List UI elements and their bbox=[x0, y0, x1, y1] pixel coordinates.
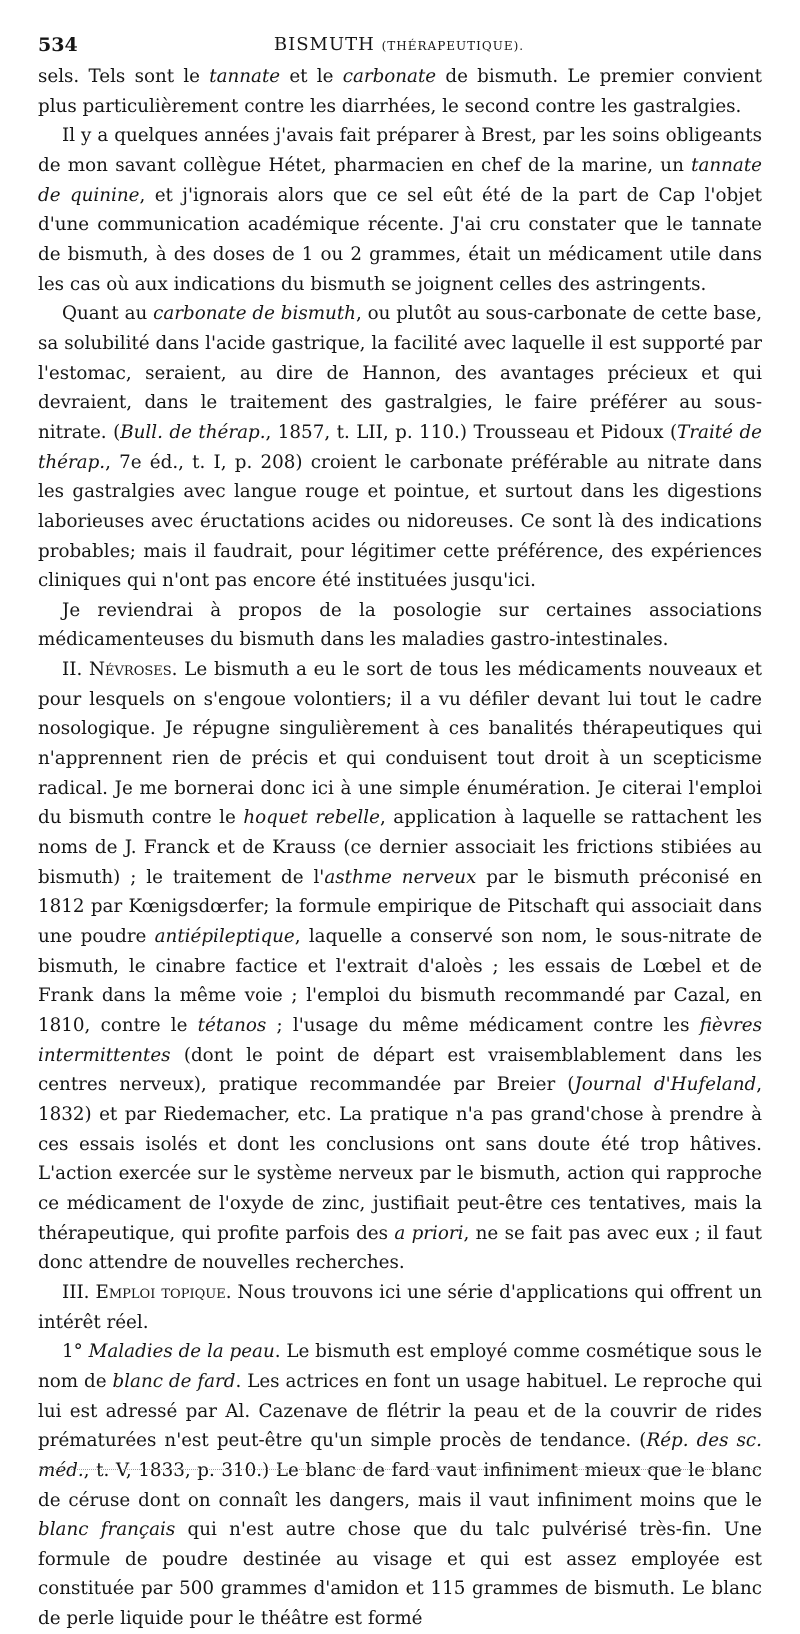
text-run: , application à laquelle se rattachent les noms de J. Franck et de Krauss (ce dernier associait les frictions stibiées au bismuth) ; le traitement de l' bbox=[38, 807, 762, 888]
body-text bbox=[38, 62, 762, 1634]
italic-run: Maladies de la peau bbox=[88, 1341, 275, 1363]
running-title-sub: (THÉRAPEUTIQUE). bbox=[381, 39, 525, 53]
smallcaps-run: Névroses bbox=[89, 659, 172, 681]
italic-run: antiépileptique bbox=[154, 926, 295, 948]
italic-run: Bull. de thérap. bbox=[120, 421, 266, 443]
text-run: , ou plutôt au sous-carbonate de cette base, sa solubilité dans l'acide gastrique, la facilité avec laquelle il est supporté par l'estomac, seraient, au dire de Hannon, des avantages précieux et qui devraient, dans le traitement des gastralgies, le faire préférer au sous-nitrate. ( bbox=[38, 303, 763, 443]
text-run: Il y a quelques années j'avais fait préparer à Brest, par les soins obligeants de mon savant collègue Hétet, pharmacien en chef de la marine, un bbox=[38, 125, 762, 176]
text-run: . Nous trouvons ici une série d'applications qui offrent un intérêt réel. bbox=[38, 1281, 762, 1333]
text-run: , et j'ignorais alors que ce sel eût été de la part de Cap l'objet d'une communication académique récente. J'ai cru constater que le tannate de bismuth, à des doses de 1 ou 2 grammes, était un médicament utile dans les cas où aux indications du bismuth se joignent celles des astringents. bbox=[38, 184, 762, 295]
paragraph bbox=[38, 62, 762, 121]
text-run: qui n'est autre chose que du talc pulvérisé très-fin. Une formule de poudre destinée au visage et qui est assez employée est constituée par 500 grammes d'amidon et 115 grammes de bismuth. Le blanc de perle liquide pour le théâtre est formé bbox=[38, 1519, 762, 1630]
italic-run: tannate de quinine bbox=[38, 154, 762, 206]
text-run: , laquelle a conservé son nom, le sous-nitrate de bismuth, le cinabre factice et l'extrait d'aloès ; les essais de Lœbel et de Frank dans la même voie ; l'emploi du bismuth recommandé par Cazal, en 1810, contre le bbox=[38, 926, 763, 1036]
running-title-main: BISMUTH bbox=[273, 34, 375, 55]
text-run: Quant au bbox=[62, 303, 154, 325]
text-run: , ne se fait pas avec eux ; il faut donc attendre de nouvelles recherches. bbox=[38, 1222, 762, 1274]
italic-run: blanc français bbox=[38, 1519, 176, 1541]
paragraph bbox=[38, 596, 762, 655]
paragraph bbox=[38, 1337, 762, 1634]
italic-run: a priori bbox=[394, 1222, 464, 1244]
text-run: . Les actrices en font un usage habituel. Le reproche qui lui est adressé par Al. Cazenave de flétrir la peau et de la couvrir de rides prématurées n'est peut-être qu'un simple procès de tendance. ( bbox=[38, 1370, 762, 1452]
italic-run: Journal d'Hufeland bbox=[574, 1074, 757, 1096]
italic-run: Traité de thérap. bbox=[38, 421, 762, 473]
text-run: , 1857, t. LII, p. 110.) Trousseau et Pidoux ( bbox=[265, 421, 678, 443]
text-run: et le bbox=[280, 66, 343, 87]
text-run: , 7e éd., t. I, p. 208) croient le carbonate préférable au nitrate dans les gastralgies avec langue rouge et pointue, et surtout dans les digestions laborieuses avec éructations acides ou nidoreuses. Ce sont là des indications probables; mais il faudrait, pour légitimer cette préférence, des expériences cliniques qui n'ont pas encore été instituées jusqu'ici. bbox=[38, 451, 762, 592]
italic-run: asthme nerveux bbox=[324, 866, 477, 888]
text-run: par le bismuth préconisé en 1812 par Kœnigsdœrfer; la formule empirique de Pitschaft qui associait dans une poudre bbox=[38, 866, 762, 948]
page-number: 534 bbox=[38, 34, 78, 56]
paragraph bbox=[38, 299, 762, 596]
text-run: (dont le point de départ est vraisemblablement dans les centres nerveux), pratique recommandée par Breier ( bbox=[38, 1044, 762, 1096]
text-run: . Le bismuth est employé comme cosmétique sous le nom de bbox=[38, 1341, 762, 1392]
paragraph bbox=[38, 1278, 762, 1337]
text-run: Je reviendrai à propos de la posologie sur certaines associations médicamenteuses du bismuth dans les maladies gastro-intestinales. bbox=[38, 599, 762, 651]
text-run: de bismuth. Le premier convient plus particulièrement contre les diarrhées, le second contre les gastralgies. bbox=[38, 66, 762, 117]
italic-run: blanc de fard bbox=[112, 1370, 236, 1392]
italic-run: tétanos bbox=[197, 1015, 267, 1036]
running-title bbox=[38, 34, 760, 55]
bottom-rule bbox=[40, 1469, 760, 1470]
italic-run: fièvres intermittentes bbox=[38, 1015, 762, 1066]
italic-run: carbonate de bismuth bbox=[153, 303, 356, 325]
paragraph bbox=[38, 121, 762, 299]
text-run: III. bbox=[62, 1281, 96, 1303]
smallcaps-run: Emploi topique bbox=[95, 1281, 226, 1303]
text-run: , t. V, 1833, p. 310.) Le blanc de fard vaut infiniment mieux que le blanc de céruse dont on connaît les dangers, mais il vaut infiniment moins que le bbox=[38, 1459, 762, 1511]
text-run: II. bbox=[62, 659, 90, 681]
text-run: , 1832) et par Riedemacher, etc. La pratique n'a pas grand'chose à prendre à ces essais isolés et dont les conclusions ont sans doute été trop hâtives. L'action exercée sur le système nerveux par le bismuth, action qui rapproche ce médicament de l'oxyde de zinc, justifiait peut-être ces tentatives, mais la thérapeutique, qui profite parfois des bbox=[38, 1074, 762, 1244]
italic-run: hoquet rebelle bbox=[243, 807, 380, 829]
italic-run: carbonate bbox=[342, 66, 437, 87]
italic-run: tannate bbox=[209, 66, 281, 87]
text-run: sels. Tels sont le bbox=[38, 66, 210, 87]
text-run: 1° bbox=[62, 1341, 89, 1363]
paragraph bbox=[38, 655, 762, 1278]
text-run: ; l'usage du même médicament contre les bbox=[266, 1015, 700, 1036]
running-header bbox=[38, 34, 760, 62]
italic-run: Rép. des sc. méd. bbox=[38, 1430, 762, 1481]
text-run: . Le bismuth a eu le sort de tous les médicaments nouveaux et pour lesquels on s'engoue volontiers; il a vu défiler devant lui tout le cadre nosologique. Je répugne singulièrement à ces banalités thérapeutiques qui n'apprennent rien de précis et qui conduisent tout droit à un scepticisme radical. Je me bornerai donc ici à une simple énumération. Je citerai l'emploi du bismuth contre le bbox=[38, 659, 762, 829]
